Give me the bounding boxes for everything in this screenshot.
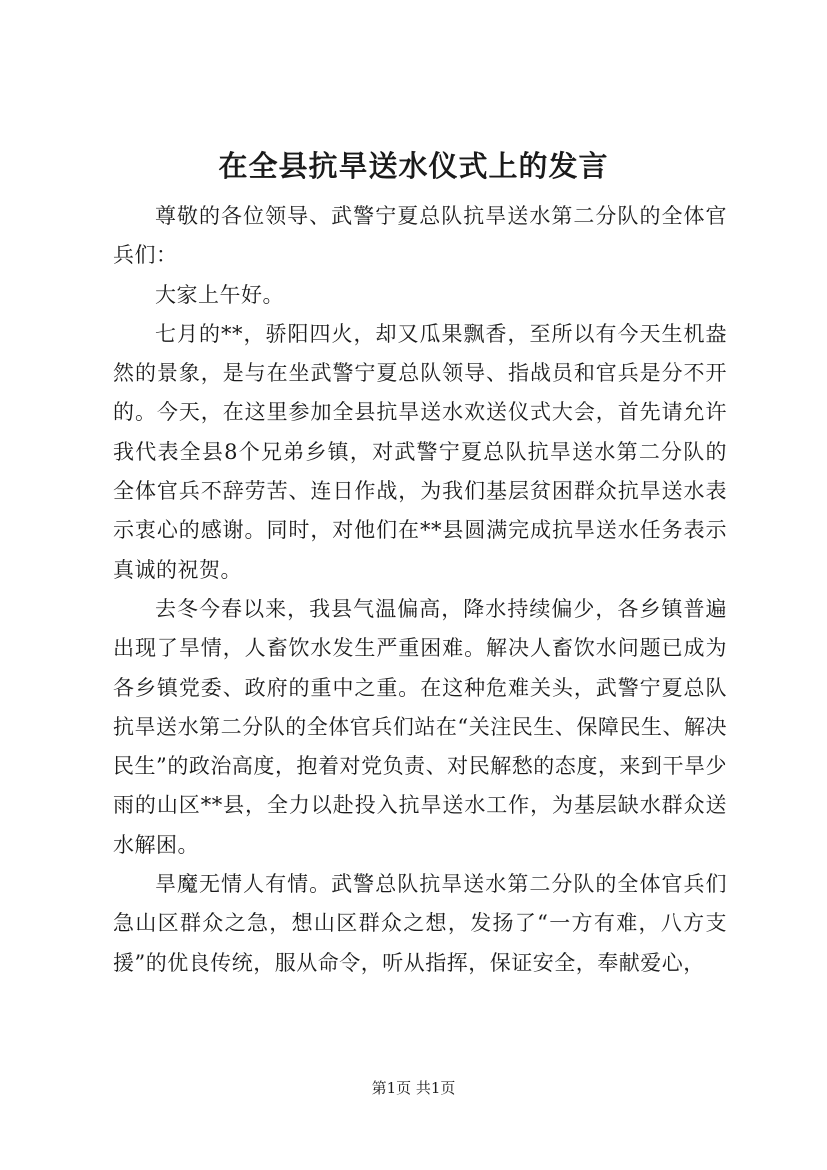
paragraph-greeting: 大家上午好。 [155,282,284,307]
document-body [113,197,727,983]
paragraph-praise: 旱魔无情人有情。武警总队抗旱送水第二分队的全体官兵们急山区群众之急，想山区群众之想，发扬了“一方有难，八方支援”的优良传统，服从命令，听从指挥，保证安全，奉献爱心， [113,872,727,975]
paragraph-drought-situation: 去冬今春以来，我县气温偏高，降水持续偏少，各乡镇普遍出现了旱情，人畜饮水发生严重困难。解决人畜饮水问题已成为各乡镇党委、政府的重中之重。在这种危难关头，武警宁夏总队抗旱送水第二分队的全体官兵们站在“关注民生、保障民生、解决民生”的政治高度，抱着对党负责、对民解愁的态度，来到干旱少雨的山区**县，全力以赴投入抗旱送水工作，为基层缺水群众送水解困。 [113,596,727,857]
paragraph-thanks: 七月的**，骄阳四火，却又瓜果飘香，至所以有今天生机盎然的景象，是与在坐武警宁夏总队领导、指战员和官兵是分不开的。今天，在这里参加全县抗旱送水欢送仪式大会，首先请允许我代表全县8个兄弟乡镇，对武警宁夏总队抗旱送水第二分队的全体官兵不辞劳苦、连日作战，为我们基层贫困群众抗旱送水表示衷心的感谢。同时，对他们在**县圆满完成抗旱送水任务表示真诚的祝贺。 [113,321,727,582]
paragraph-salutation: 尊敬的各位领导、武警宁夏总队抗旱送水第二分队的全体官兵们： [113,204,727,268]
document-title: 在全县抗旱送水仪式上的发言 [218,149,609,183]
page-footer: 第1页 共1页 [371,1079,456,1097]
